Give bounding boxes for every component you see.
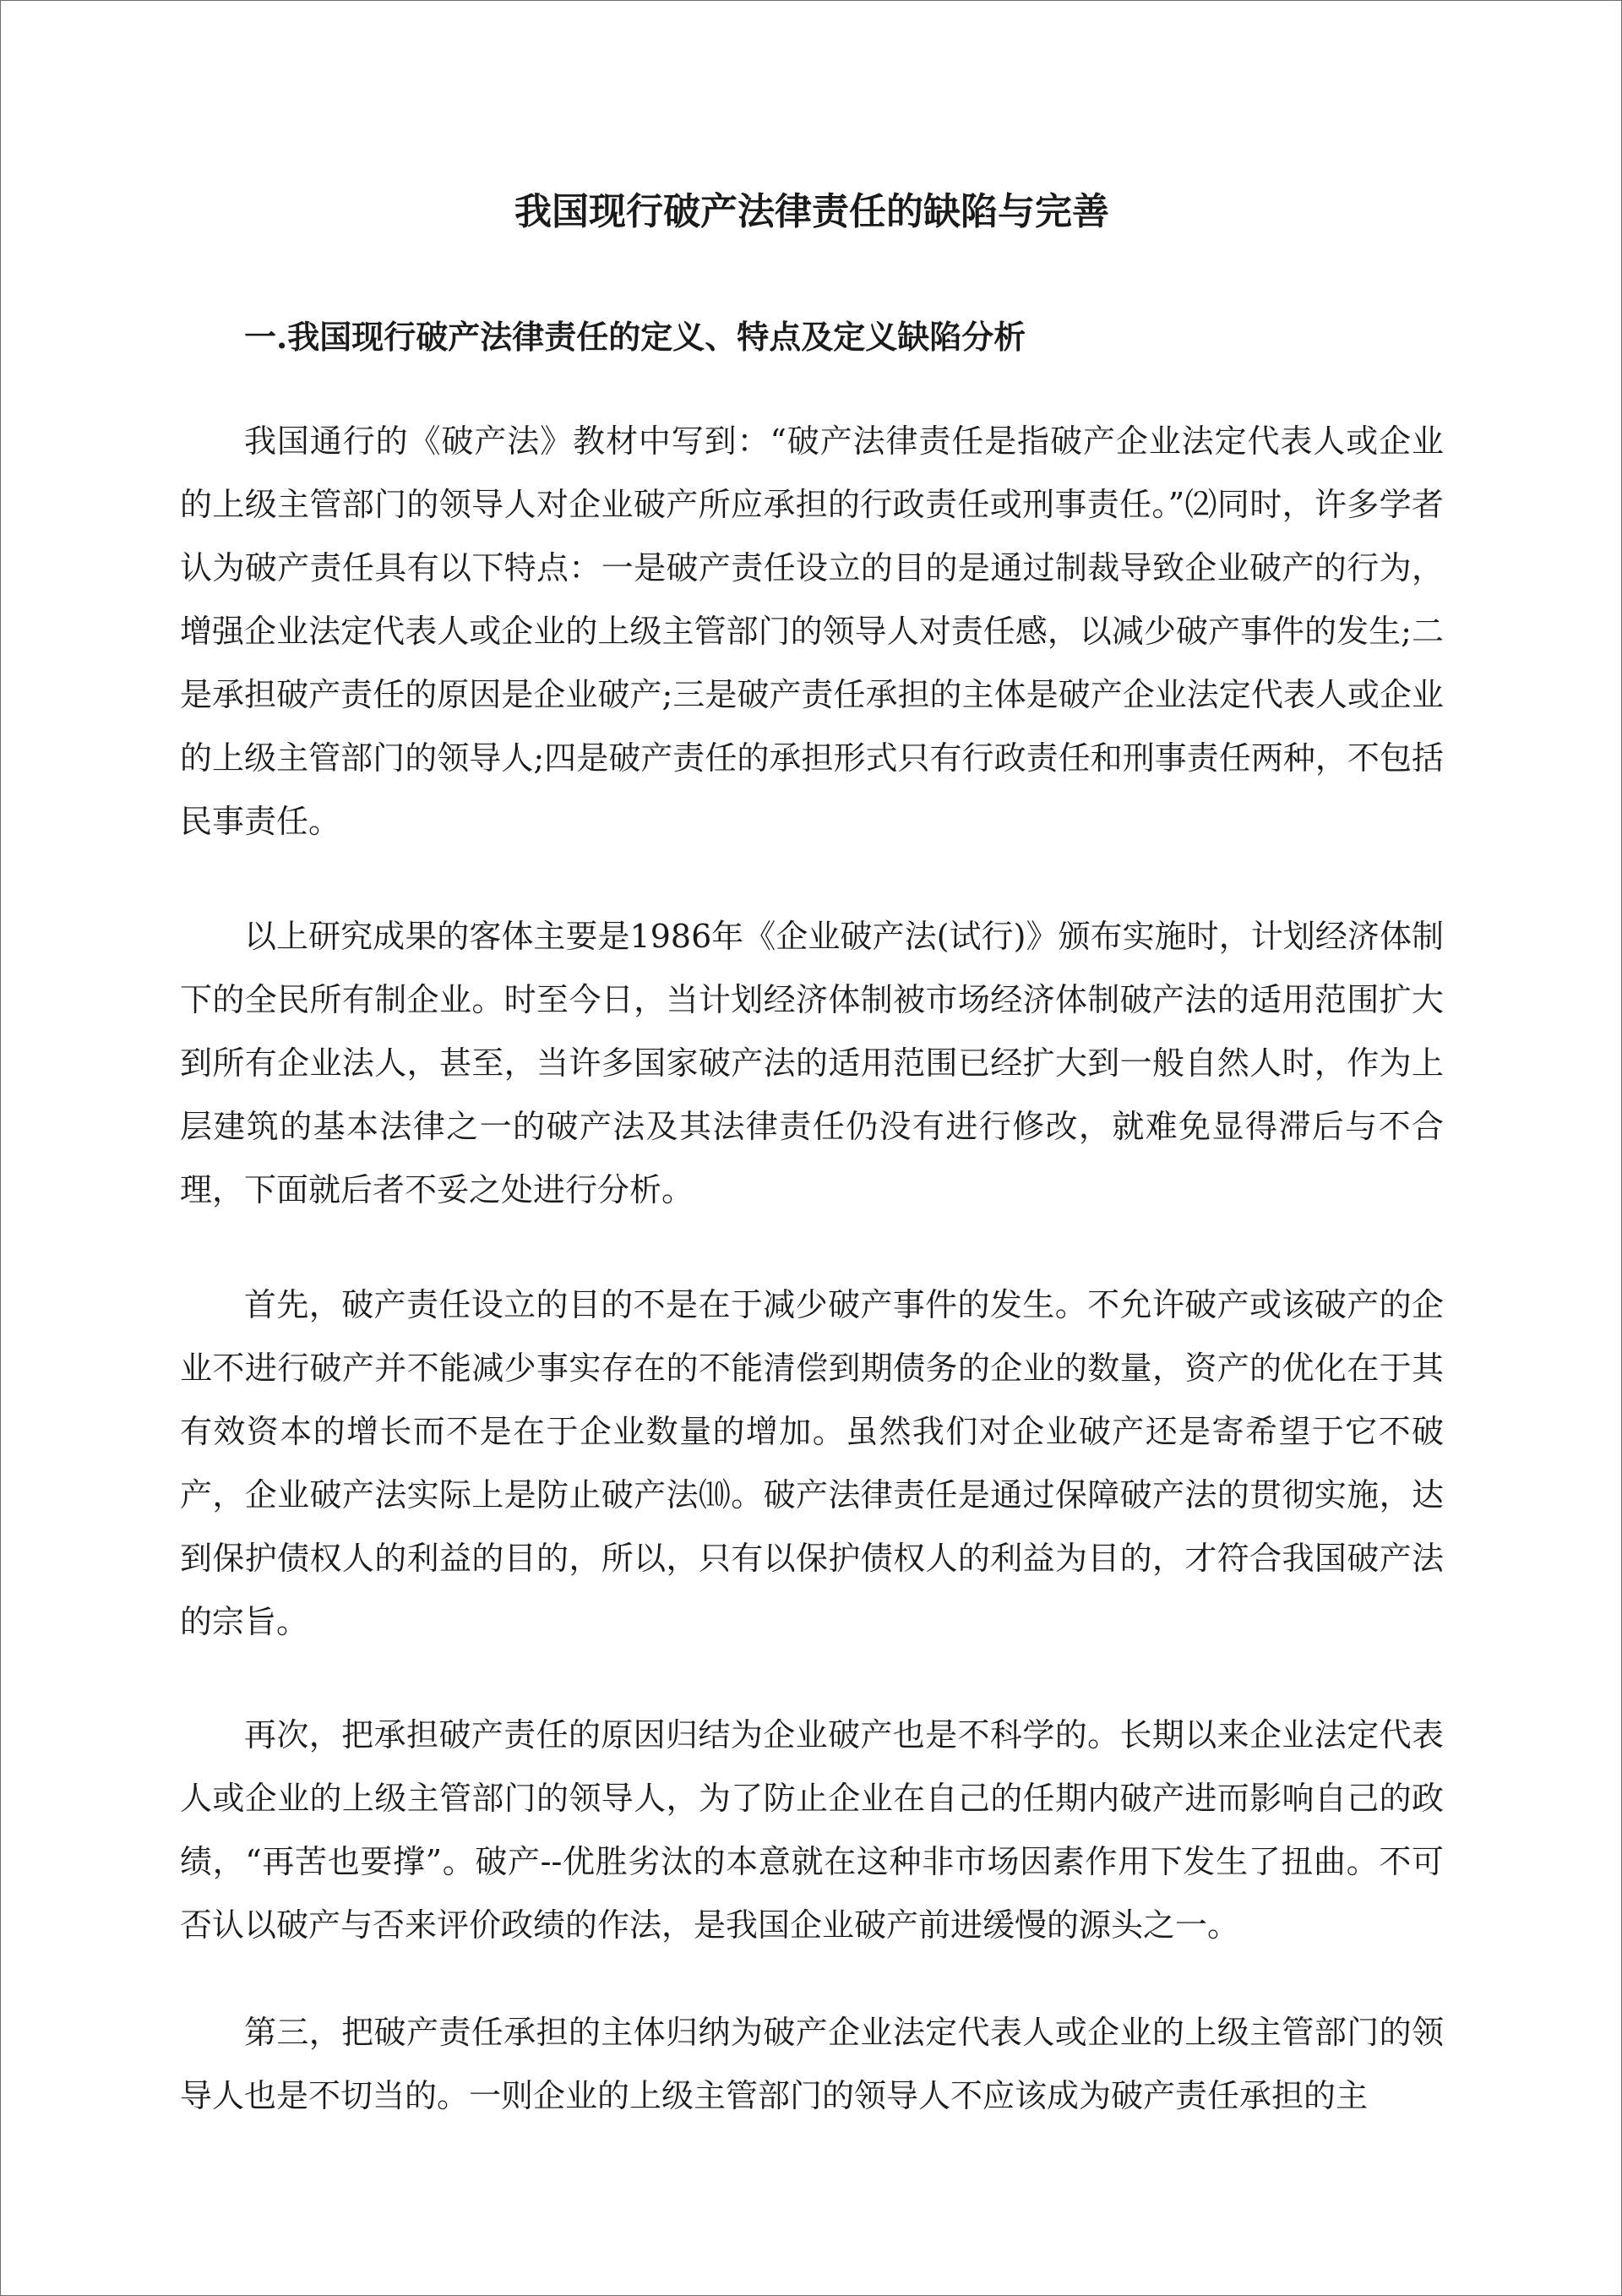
paragraph-4: 再次，把承担破产责任的原因归结为企业破产也是不科学的。长期以来企业法定代表人或企业的上级主管部门的领导人，为了防止企业在自己的任期内破产进而影响自己的政绩，“再苦也要撑”。破产--优胜劣汰的本意就在这种非市场因素作用下发生了扭曲。不可否认以破产与否来评价政绩的作法，是我国企业破产前进缓慢的源头之一。 xyxy=(180,1716,1444,1944)
paragraph-5: 第三，把破产责任承担的主体归纳为破产企业法定代表人或企业的上级主管部门的领导人也是不切当的。一则企业的上级主管部门的领导人不应该成为破产责任承担的主 xyxy=(180,2014,1444,2114)
paragraph-2: 以上研究成果的客体主要是1986年《企业破产法(试行)》颁布实施时，计划经济体制下的全民所有制企业。时至今日，当计划经济体制被市场经济体制破产法的适用范围扩大到所有企业法人，甚至，当许多国家破产法的适用范围已经扩大到一般自然人时，作为上层建筑的基本法律之一的破产法及其法律责任仍没有进行修改，就难免显得滞后与不合理，下面就后者不妥之处进行分析。 xyxy=(180,918,1444,1208)
paragraph-1: 我国通行的《破产法》教材中写到：“破产法律责任是指破产企业法定代表人或企业的上级主管部门的领导人对企业破产所应承担的行政责任或刑事责任。”⑵同时，许多学者认为破产责任具有以下特点：一是破产责任设立的目的是通过制裁导致企业破产的行为，增强企业法定代表人或企业的上级主管部门的领导人对责任感，以减少破产事件的发生;二是承担破产责任的原因是企业破产;三是破产责任承担的主体是破产企业法定代表人或企业的上级主管部门的领导人;四是破产责任的承担形式只有行政责任和刑事责任两种，不包括民事责任。 xyxy=(180,423,1444,840)
paragraph-3: 首先，破产责任设立的目的不是在于减少破产事件的发生。不允许破产或该破产的企业不进行破产并不能减少事实存在的不能清偿到期债务的企业的数量，资产的优化在于其有效资本的增长而不是在于企业数量的增加。虽然我们对企业破产还是寄希望于它不破产，企业破产法实际上是防止破产法⑽。破产法律责任是通过保障破产法的贯彻实施，达到保护债权人的利益的目的，所以，只有以保护债权人的利益为目的，才符合我国破产法的宗旨。 xyxy=(180,1286,1444,1640)
document-title: 我国现行破产法律责任的缺陷与完善 xyxy=(514,190,1109,233)
section-heading: 一.我国现行破产法律责任的定义、特点及定义缺陷分析 xyxy=(244,318,1026,356)
